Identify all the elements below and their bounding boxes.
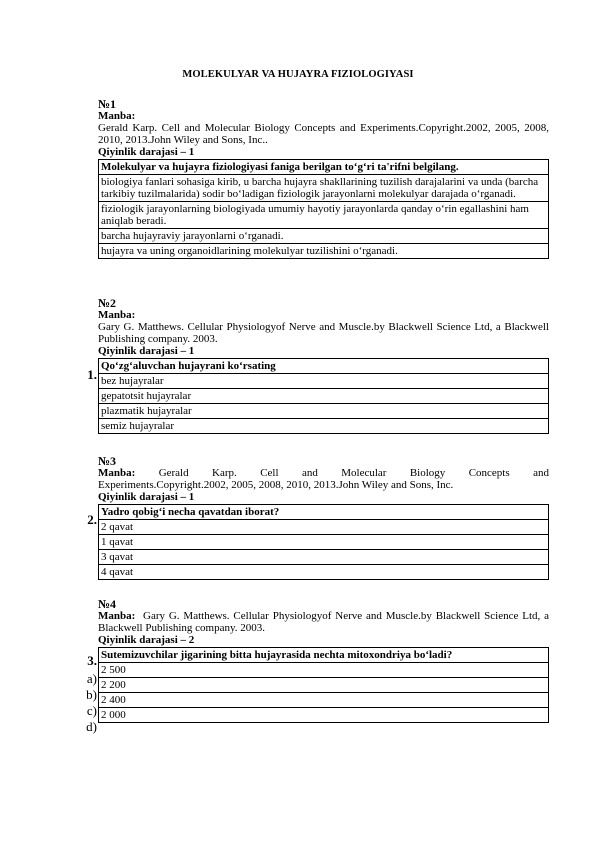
question-table: [98, 358, 549, 434]
answer-option: 1 qavat: [99, 535, 549, 550]
source-word: Concepts: [468, 467, 510, 479]
question-stem: Molekulyar va hujayra fiziologiyasi faniga berilgan to‘g‘ri ta'rifni belgilang.: [99, 160, 549, 175]
difficulty-label: Qiyinlik darajasi – 2: [98, 634, 195, 646]
source-word: Karp.: [212, 467, 237, 479]
option-marker: a): [86, 671, 97, 686]
answer-option: biologiya fanlari sohasiga kirib, u barcha hujayra shakllarining tuzilish darajalarini va unda (barcha tarkibiy tuzilmalarida) sodir bo‘ladigan fiziologik jarayonlarni molekulyar darajada o‘rganadi.: [99, 175, 549, 202]
question-table: [98, 159, 549, 259]
option-marker: c): [86, 703, 97, 718]
source-label: Manba:: [98, 110, 136, 122]
source-label: Manba:: [98, 467, 136, 479]
source-word: Molecular: [341, 467, 387, 479]
answer-option: semiz hujayralar: [99, 419, 549, 434]
difficulty-label: Qiyinlik darajasi – 1: [98, 345, 195, 357]
answer-option: 2 500: [99, 663, 549, 678]
source-text: Gary G. Matthews. Cellular Physiologyof Nerve and Muscle.by Blackwell Science Ltd, a Blackwell Publishing company. 2003.: [98, 610, 550, 634]
question-marker: 3.: [87, 653, 97, 668]
difficulty-label: Qiyinlik darajasi – 1: [98, 491, 195, 503]
answer-option: bez hujayralar: [99, 374, 549, 389]
option-marker: b): [86, 687, 97, 702]
source-label: Manba:: [98, 309, 136, 321]
source-citation: Experiments.Copyright.2002, 2005, 2008, 2010, 2013.John Wiley and Sons, Inc.: [98, 479, 454, 491]
source-word: Biology: [409, 467, 446, 479]
question-number: №4: [98, 597, 117, 611]
difficulty-label: Qiyinlik darajasi – 1: [98, 146, 195, 158]
question-table: [98, 647, 549, 723]
option-marker: d): [86, 719, 97, 734]
answer-option: gepatotsit hujayralar: [99, 389, 549, 404]
source-word: and: [533, 467, 549, 479]
answer-option: 2 400: [99, 693, 549, 708]
question-2: [98, 297, 549, 434]
source-word: Gerald: [158, 467, 189, 479]
answer-option: barcha hujayraviy jarayonlarni o‘rganadi.: [99, 229, 549, 244]
source-citation: Gary G. Matthews. Cellular Physiologyof Nerve and Muscle.by Blackwell Science Ltd, a Blackwell Publishing company. 2003.: [98, 321, 549, 345]
document-title: MOLEKULYAR VA HUJAYRA FIZIOLOGIYASI: [182, 69, 414, 80]
question-3: [98, 455, 549, 580]
answer-option: fiziologik jarayonlarning biologiyada umumiy hayotiy jarayonlarda qanday o‘rin egallashini ham aniqlab beradi.: [99, 202, 549, 229]
question-marker: 1.: [87, 367, 97, 382]
source-citation: Gerald Karp. Cell and Molecular Biology Concepts and Experiments.Copyright.2002, 2005, 2008, 2010, 2013.John Wiley and Sons, Inc..: [98, 122, 549, 146]
source-line: [98, 467, 549, 479]
question-marker: 2.: [87, 512, 97, 527]
source-word: Cell: [260, 467, 279, 479]
answer-option: 2 000: [99, 708, 549, 723]
source-word: and: [301, 467, 318, 479]
answer-option: hujayra va uning organoidlarining molekulyar tuzilishini o‘rganadi.: [99, 244, 549, 259]
question-stem: Qo‘zg‘aluvchan hujayrani ko‘rsating: [99, 359, 549, 374]
question-stem: Yadro qobig‘i necha qavatdan iborat?: [99, 505, 549, 520]
question-number: №1: [98, 97, 117, 111]
question-number: №3: [98, 454, 117, 468]
answer-option: 3 qavat: [99, 550, 549, 565]
answer-option: plazmatik hujayralar: [99, 404, 549, 419]
answer-option: 2 200: [99, 678, 549, 693]
source-citation: [98, 610, 549, 634]
question-table: [98, 504, 549, 580]
question-stem: Sutemizuvchilar jigarining bitta hujayrasida nechta mitoxondriya bo‘ladi?: [99, 648, 549, 663]
question-1: [98, 98, 549, 259]
answer-option: 2 qavat: [99, 520, 549, 535]
question-4: [98, 598, 549, 723]
question-number: №2: [98, 296, 117, 310]
source-label: Manba:: [98, 610, 136, 622]
answer-option: 4 qavat: [99, 565, 549, 580]
